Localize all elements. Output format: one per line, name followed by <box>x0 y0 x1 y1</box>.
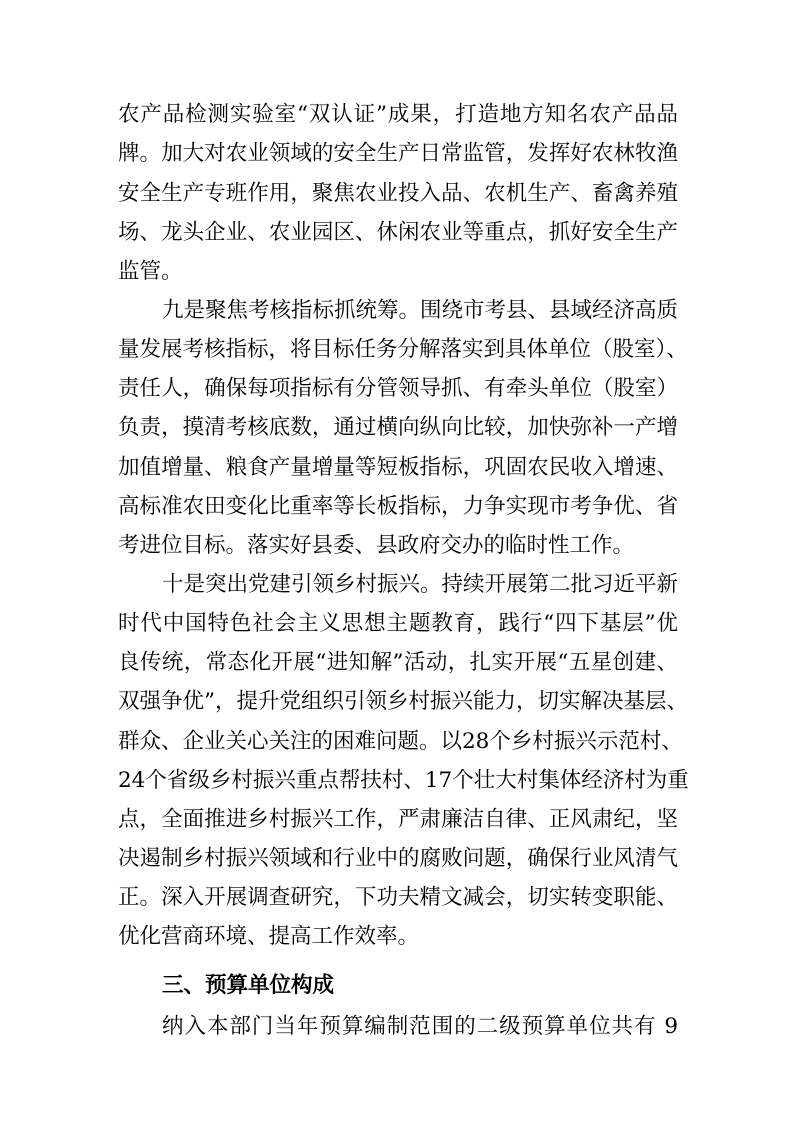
body-text-line: 牌。加大对农业领域的安全生产日常监管，发挥好农林牧渔 <box>118 141 678 166</box>
body-text-line: 责任人，确保每项指标有分管领导抓、有牵头单位（股室） <box>118 376 678 401</box>
body-text-line: 农产品检测实验室“双认证”成果，打造地方知名农产品品 <box>118 102 678 127</box>
section-heading: 三、预算单位构成 <box>162 973 335 998</box>
body-text-line: 24个省级乡村振兴重点帮扶村、17个壮大村集体经济村为重 <box>118 768 689 793</box>
body-text-line: 良传统，常态化开展“进知解”活动，扎实开展“五星创建、 <box>118 650 678 675</box>
body-text-line: 安全生产专班作用，聚焦农业投入品、农机生产、畜禽养殖 <box>118 181 678 206</box>
body-text-line: 优化营商环境、提高工作效率。 <box>118 924 420 949</box>
body-text-line: 考进位目标。落实好县委、县政府交办的临时性工作。 <box>118 533 635 558</box>
body-text-line: 双强争优”，提升党组织引领乡村振兴能力，切实解决基层、 <box>118 689 688 714</box>
body-text-line: 监管。 <box>118 259 183 284</box>
body-text-line: 场、龙头企业、农业园区、休闲农业等重点，抓好安全生产 <box>118 220 678 245</box>
body-text-line: 纳入本部门当年预算编制范围的二级预算单位共有 9 <box>162 1014 678 1039</box>
body-text-line: 点，全面推进乡村振兴工作，严肃廉洁自律、正风肃纪，坚 <box>118 807 678 832</box>
body-text-line: 决遏制乡村振兴领域和行业中的腐败问题，确保行业风清气 <box>118 846 678 871</box>
body-text-line: 时代中国特色社会主义思想主题教育，践行“四下基层”优 <box>118 611 678 636</box>
body-text-line: 高标准农田变化比重率等长板指标，力争实现市考争优、省 <box>118 494 678 519</box>
body-text-line: 正。深入开展调查研究，下功夫精文减会，切实转变职能、 <box>118 885 678 910</box>
body-text-line: 加值增量、粮食产量增量等短板指标，巩固农民收入增速、 <box>118 455 678 480</box>
paragraph-ten-first-line: 十是突出党建引领乡村振兴。持续开展第二批习近平新 <box>162 572 679 597</box>
body-text-line: 量发展考核指标，将目标任务分解落实到具体单位（股室）、 <box>118 337 688 362</box>
body-text-line: 群众、企业关心关注的困难问题。以28个乡村振兴示范村、 <box>118 729 683 754</box>
paragraph-nine-first-line: 九是聚焦考核指标抓统筹。围绕市考县、县域经济高质 <box>162 298 679 323</box>
body-text-line: 负责，摸清考核底数，通过横向纵向比较，加快弥补一产增 <box>118 415 678 440</box>
